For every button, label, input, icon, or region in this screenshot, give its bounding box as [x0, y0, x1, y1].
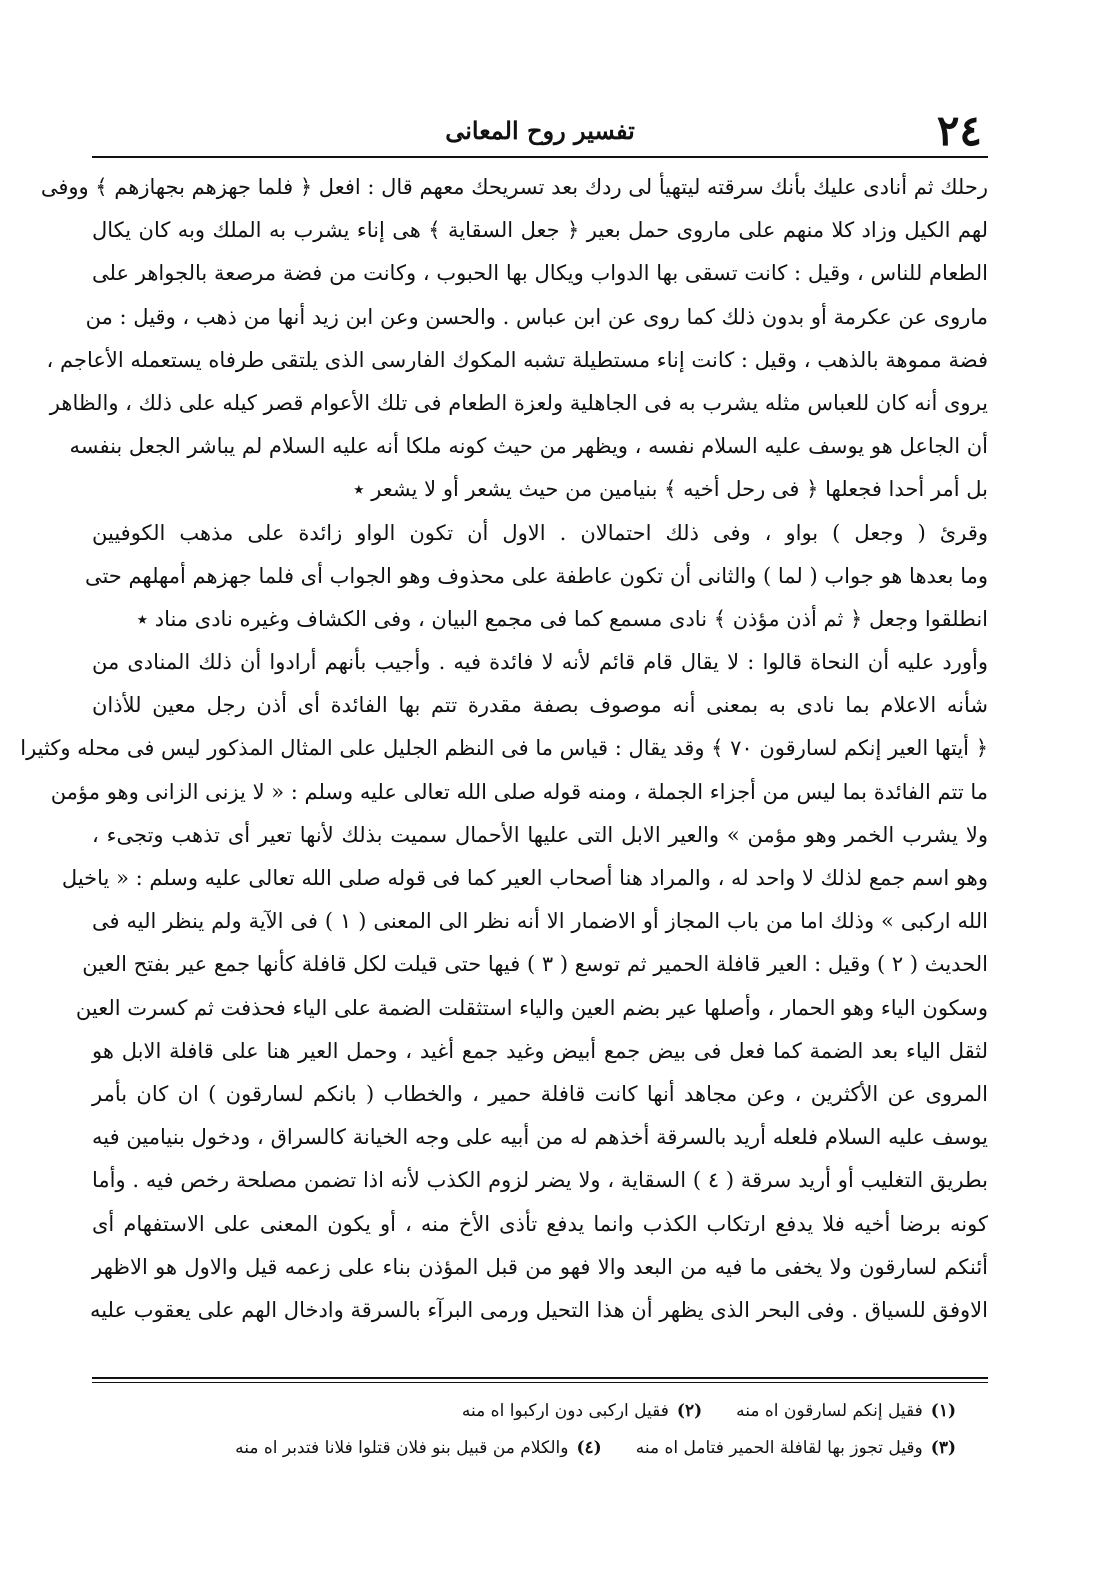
text-line: شأنه الاعلام بما نادى به بمعنى أنه موصوف بصفة مقدرة تتم بها الفائدة أى أذن رجل معين للأذان — [92, 693, 988, 718]
footnote-number: (٢) — [676, 1401, 703, 1421]
text-line: بطريق التغليب أو أريد سرقة ( ٤ ) السقاية ، ولا يضر لزوم الكذب لأنه اذا تضمن مصلحة رخص فيه . وأما — [92, 1168, 989, 1193]
footnote-text: وقيل تجوز بها لقافلة الحمير فتامل اه منه — [635, 1438, 923, 1458]
text-line: الطعام للناس ، وقيل : كانت تسقى بها الدواب ويكال بها الحبوب ، وكانت من فضة مرصعة بالجواهر على — [92, 261, 988, 286]
text-line: ﴿ أيتها العير إنكم لسارقون ٧٠ ﴾ وقد يقال : قياس ما فى النظم الجليل على المثال المذكور ليس فى محله وكثيرا — [20, 736, 988, 761]
footnotes — [120, 1393, 956, 1467]
text-line: وأورد عليه أن النحاة قالوا : لا يقال قام قائم لأنه لا فائدة فيه . وأجيب بأنهم أرادوا أن ذلك المنادى من — [92, 650, 988, 675]
footnote-text: والكلام من قبيل بنو فلان قتلوا فلانا فتدبر اه منه — [235, 1438, 569, 1458]
text-line: لثقل الياء بعد الضمة كما فعل فى بيض جمع أبيض وغيد جمع أغيد ، وحمل العير هنا على قافلة الابل هو — [92, 1038, 988, 1063]
footnote-number: (٣) — [930, 1438, 956, 1458]
text-line: ماروى عن عكرمة أو بدون ذلك كما روى عن ابن عباس . والحسن وعن ابن زيد أنها من ذهب ، وقيل : من — [85, 304, 988, 329]
footnote-line — [120, 1430, 956, 1467]
text-line: يروى أنه كان للعباس مثله يشرب به فى الجاهلية ولعزة الطعام فى تلك الأعوام قصر كيله على ذلك ، والظاهر — [49, 390, 988, 415]
text-line: وسكون الياء وهو الحمار ، وأصلها عير بضم العين والياء استثقلت الضمة على الياء فحذفت ثم كسرت العين — [75, 995, 988, 1020]
text-line: يوسف عليه السلام فلعله أريد بالسرقة أخذهم له من أبيه على وجه الخيانة كالسراق ، ودخول بنيامين فيه — [92, 1125, 988, 1150]
text-line: وما بعدها هو جواب ( لما ) والثانى أن تكون عاطفة على محذوف وهو الجواب أى فلما جهزهم أمهلهم حتى — [84, 563, 988, 588]
text-line: المروى عن الأكثرين ، وعن مجاهد أنها كانت قافلة حمير ، والخطاب ( بانكم لسارقون ) ان كان بأمر — [92, 1081, 988, 1106]
footnote — [462, 1393, 702, 1430]
footnote — [636, 1430, 956, 1467]
body-text — [20, 166, 989, 1332]
text-line: أئنكم لسارقون ولا يخفى ما فيه من البعد والا فهو من قبل المؤذن بناء على زعمه قيل والاول هو الاظهر — [92, 1254, 988, 1279]
footnote-line — [120, 1393, 956, 1430]
footnote — [736, 1393, 956, 1430]
footnote-text: فقيل إنكم لسارقون اه منه — [736, 1401, 923, 1421]
footnote-text: فقيل اركبى دون اركبوا اه منه — [461, 1401, 669, 1421]
footnote-number: (١) — [930, 1401, 956, 1421]
footnote-rule — [92, 1377, 988, 1383]
text-line: وقرئ ( وجعل ) بواو ، وفى ذلك احتمالان . الاول أن تكون الواو زائدة على مذهب الكوفيين — [92, 520, 988, 545]
text-line: ما تتم الفائدة بما ليس من أجزاء الجملة ، ومنه قوله صلى الله تعالى عليه وسلم : « لا يزنى الزانى وهو مؤمن — [50, 779, 988, 804]
text-line: انطلقوا وجعل ﴿ ثم أذن مؤذن ﴾ نادى مسمع كما فى مجمع البيان ، وفى الكشاف وغيره نادى مناد ٭ — [136, 606, 988, 631]
running-title: تفسير روح المعانى — [445, 116, 635, 145]
text-line: بل أمر أحدا فجعلها ﴿ فى رحل أخيه ﴾ بنيامين من حيث يشعر أو لا يشعر ٭ — [353, 477, 988, 502]
text-line: لهم الكيل وزاد كلا منهم على ماروى حمل بعير ﴿ جعل السقاية ﴾ هى إناء يشرب به الملك وبه كان يكال — [92, 218, 988, 243]
footnote — [235, 1430, 602, 1467]
text-line: رحلك ثم أنادى عليك بأنك سرقته ليتهيأ لى ردك بعد تسريحك معهم قال : افعل ﴿ فلما جهزهم بجهازهم ﴾ ووفى — [40, 175, 988, 199]
text-line: الله اركبى » وذلك اما من باب المجاز أو الاضمار الا أنه نظر الى المعنى ( ١ ) فى الآية ولم ينظر اليه فى — [92, 909, 988, 934]
page-number: ٢٤ — [936, 106, 982, 155]
text-line: كونه برضا أخيه فلا يدفع ارتكاب الكذب وانما يدفع تأذى الأخ منه ، أو يكون المعنى على الاستفهام أى — [92, 1211, 988, 1236]
text-line: وهو اسم جمع لذلك لا واحد له ، والمراد هنا أصحاب العير كما فى قوله صلى الله تعالى عليه وسلم : « ياخيل — [61, 866, 988, 890]
page-header — [92, 108, 988, 154]
text-line: الاوفق للسياق . وفى البحر الذى يظهر أن هذا التحيل ورمى البرآء بالسرقة وادخال الهم على يعقوب عليه — [89, 1297, 988, 1322]
footnote-number: (٤) — [576, 1438, 602, 1458]
text-line: أن الجاعل هو يوسف عليه السلام نفسه ، ويظهر من حيث كونه ملكا أنه عليه السلام لم يباشر الجعل بنفسه — [69, 434, 988, 459]
text-line: فضة مموهة بالذهب ، وقيل : كانت إناء مستطيلة تشبه المكوك الفارسى الذى يلتقى طرفاه يستعمله الأعاجم ، — [46, 347, 988, 372]
text-line: الحديث ( ٢ ) وقيل : العير قافلة الحمير ثم توسع ( ٣ ) فيها حتى قيلت لكل قافلة كأنها جمع عير بفتح العين — [82, 952, 988, 977]
header-rule — [92, 156, 988, 158]
text-line: ولا يشرب الخمر وهو مؤمن » والعير الابل التى عليها الأحمال سميت بذلك لأنها تعير أى تذهب وتجىء ، — [92, 822, 988, 847]
